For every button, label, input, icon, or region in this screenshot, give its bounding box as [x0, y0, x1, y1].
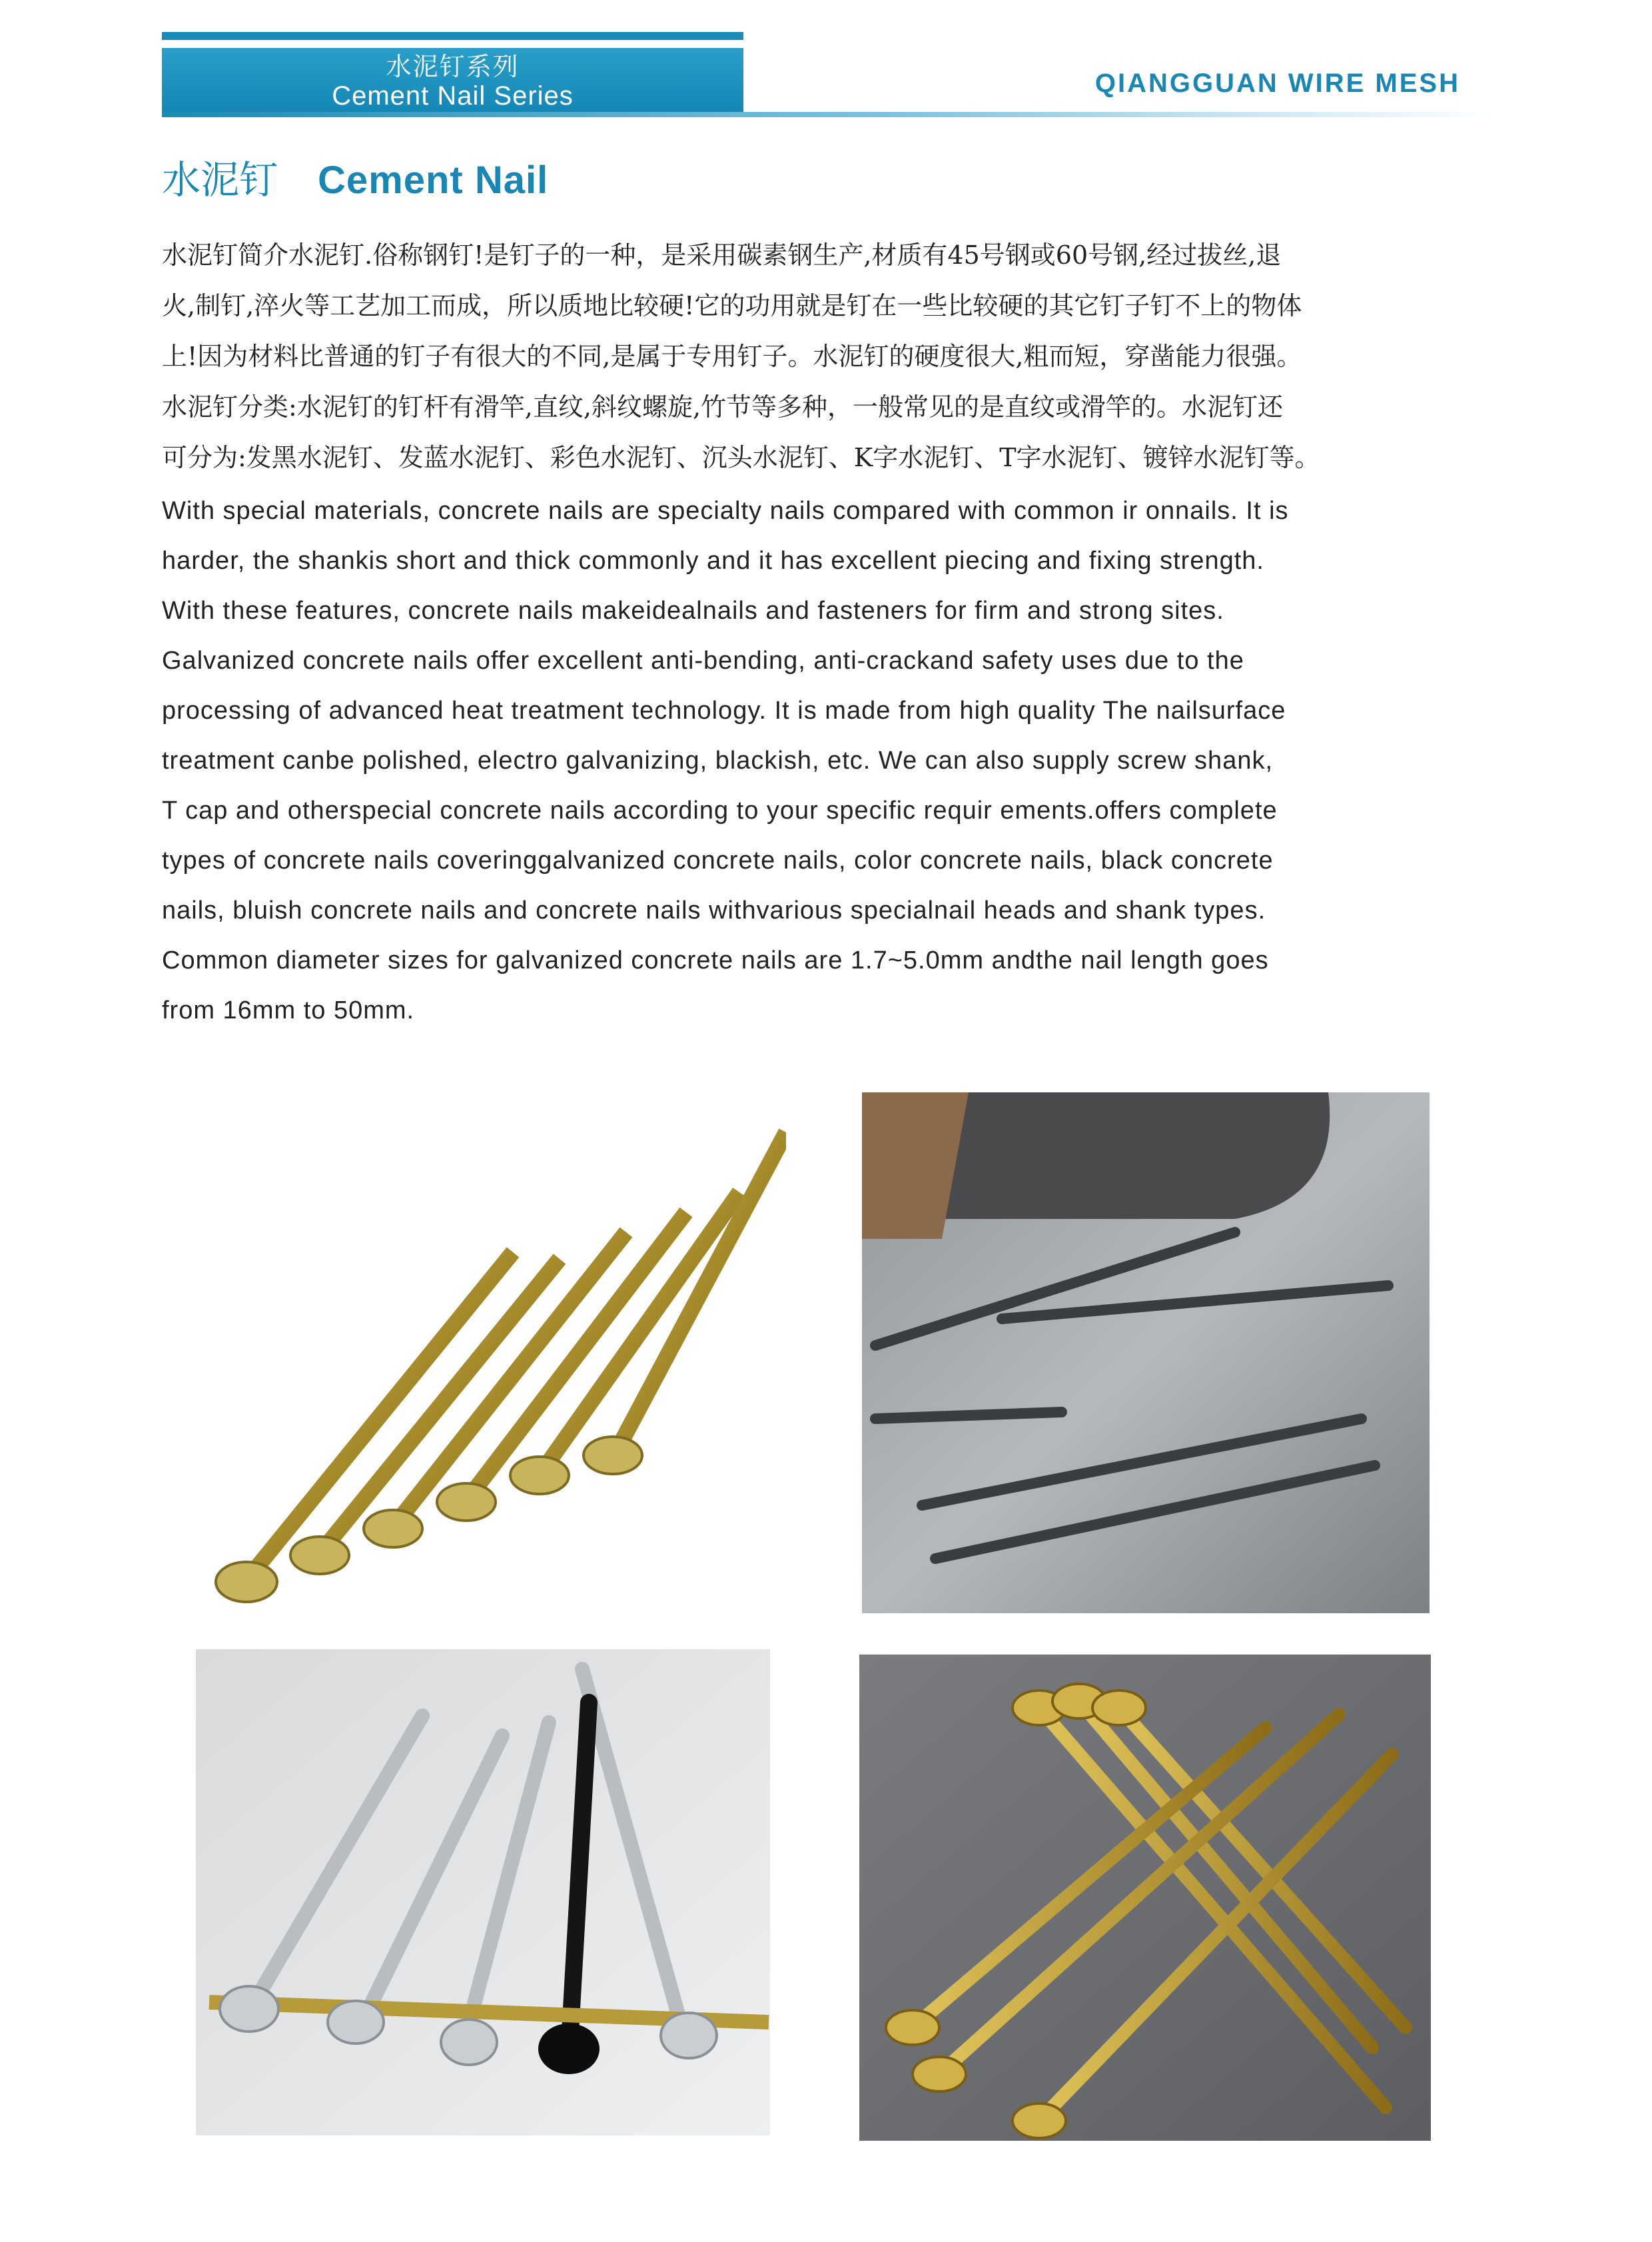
text-line: Galvanized concrete nails offer excellent anti-bending, anti-crackand safety uses due to the [162, 647, 1244, 675]
brand-name: QIANGGUAN WIRE MESH [1094, 69, 1460, 98]
series-header-box [162, 48, 743, 112]
photo-dark-nails-concrete [862, 1092, 1430, 1613]
page-title-en: Cement Nail [318, 159, 549, 202]
text-line: Common diameter sizes for galvanized concrete nails are 1.7~5.0mm andthe nail length goes [162, 946, 1269, 974]
text-line: from 16mm to 50mm. [162, 996, 415, 1024]
text-line: types of concrete nails coveringgalvanized concrete nails, color concrete nails, black concrete [162, 847, 1274, 875]
photo-brass-nails-fan [200, 1052, 786, 1625]
series-title-cn: 水泥钉系列 [386, 52, 520, 81]
text-line: 火,制钉,淬火等工艺加工而成，所以质地比较硬!它的功用就是钉在一些比较硬的其它钉子钉不上的物体 [162, 291, 1302, 320]
text-line: nails, bluish concrete nails and concrete nails withvarious specialnail heads and shank types. [162, 897, 1266, 925]
description-cn [162, 230, 1487, 483]
description-en [162, 486, 1487, 1036]
text-line: T cap and otherspecial concrete nails according to your specific requir ements.offers complete [162, 797, 1278, 825]
text-line: treatment canbe polished, electro galvanizing, blackish, etc. We can also supply screw shank, [162, 747, 1274, 775]
photo-brass-nails-crossed [859, 1655, 1431, 2141]
header-rule [162, 112, 1494, 117]
header-top-line [162, 32, 743, 40]
page-title [162, 149, 548, 204]
photo-galvanized-nails [196, 1649, 770, 2135]
page-title-cn: 水泥钉 [162, 157, 278, 202]
text-line: 上!因为材料比普通的钉子有很大的不同,是属于专用钉子。水泥钉的硬度很大,粗而短，穿凿能力很强。 [162, 342, 1302, 371]
series-title-en: Cement Nail Series [332, 81, 574, 111]
text-line: 水泥钉分类:水泥钉的钉杆有滑竿,直纹,斜纹螺旋,竹节等多种，一般常见的是直纹或滑竿的。水泥钉还 [162, 392, 1284, 422]
text-line: With special materials, concrete nails are specialty nails compared with common ir onnails. It is [162, 497, 1289, 525]
text-line: processing of advanced heat treatment technology. It is made from high quality The nailsurface [162, 697, 1286, 725]
text-line: 可分为:发黑水泥钉、发蓝水泥钉、彩色水泥钉、沉头水泥钉、K字水泥钉、T字水泥钉、镀锌水泥钉等。 [162, 443, 1320, 472]
text-line: 水泥钉简介水泥钉.俗称钢钉!是钉子的一种，是采用碳素钢生产,材质有45号钢或60号钢,经过拔丝,退 [162, 240, 1282, 270]
text-line: harder, the shankis short and thick commonly and it has excellent piecing and fixing strength. [162, 547, 1264, 575]
text-line: With these features, concrete nails makeidealnails and fasteners for firm and strong sites. [162, 597, 1224, 625]
